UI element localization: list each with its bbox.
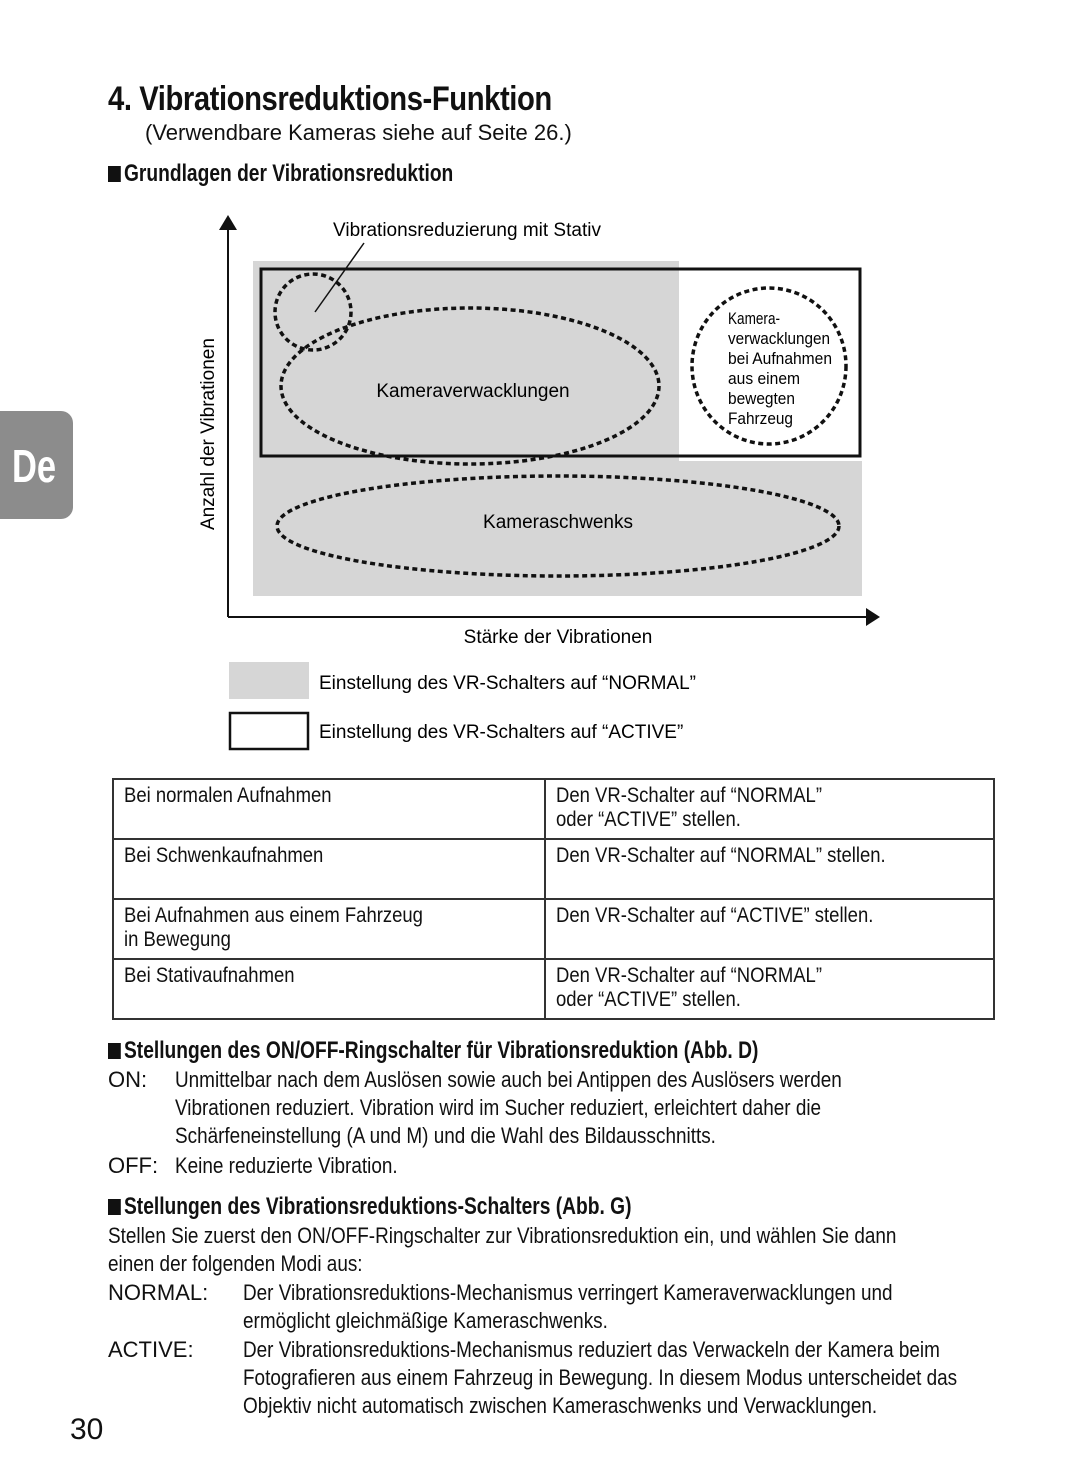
- table-row: [113, 779, 994, 839]
- legend-active-label: Einstellung des VR-Schalters auf “ACTIVE”: [319, 722, 684, 743]
- text-line: Objektiv nicht automatisch zwischen Kameraschwenks und Verwacklungen.: [243, 1393, 878, 1418]
- section-heading-vr-switch-text: Stellungen des Vibrationsreduktions-Schalters (Abb. G): [124, 1193, 632, 1220]
- callout-label: Vibrationsreduzierung mit Stativ: [333, 220, 601, 241]
- text-line: Stellen Sie zuerst den ON/OFF-Ringschalter zur Vibrationsreduktion ein, und wählen Sie dann: [108, 1223, 897, 1248]
- x-axis-arrow-icon: [866, 608, 880, 626]
- normal-region-left: [253, 261, 679, 596]
- table-cell-situation: Bei normalen Aufnahmen: [113, 779, 545, 839]
- y-axis-arrow-icon: [219, 215, 237, 230]
- off-description: Keine reduzierte Vibration.: [175, 1153, 398, 1178]
- page-title: 4. Vibrationsreduktions-Funktion: [108, 80, 552, 118]
- vehicle-line: aus einem: [728, 369, 800, 388]
- table-cell-setting: Den VR-Schalter auf “ACTIVE” stellen.: [545, 899, 994, 959]
- page-subtitle: (Verwendbare Kameras siehe auf Seite 26.): [145, 120, 572, 145]
- text-line: Fotografieren aus einem Fahrzeug in Bewegung. In diesem Modus unterscheidet das: [243, 1365, 958, 1390]
- section-heading-vr-switch: [108, 1193, 631, 1221]
- active-description: [243, 1336, 957, 1420]
- table-cell-situation: Bei Schwenkaufnahmen: [113, 839, 545, 899]
- legend-normal-swatch: [229, 662, 309, 699]
- y-axis-label: Anzahl der Vibrationen: [198, 338, 219, 530]
- vehicle-line: Kamera-: [728, 309, 780, 328]
- legend-normal-label: Einstellung des VR-Schalters auf “NORMAL”: [319, 673, 696, 694]
- camera-shake-label: Kameraverwacklungen: [376, 381, 570, 402]
- text-line: Schärfeneinstellung (A und M) und die Wahl des Bildausschnitts.: [175, 1123, 716, 1148]
- normal-region-bottom-right: [679, 461, 862, 596]
- table-cell-setting: Den VR-Schalter auf “NORMAL” oder “ACTIVE” stellen.: [545, 779, 994, 839]
- table-row: [113, 839, 994, 899]
- vehicle-line: bewegten: [728, 389, 795, 408]
- normal-term: NORMAL:: [108, 1280, 209, 1305]
- text-line: Vibrationen reduziert. Vibration wird im Sucher reduziert, erleichtert daher die: [175, 1095, 822, 1120]
- text-line: ermöglicht gleichmäßige Kameraschwenks.: [243, 1308, 608, 1333]
- section-heading-basics-text: Grundlagen der Vibrationsreduktion: [124, 160, 454, 187]
- square-bullet-icon: [108, 1043, 121, 1059]
- table-cell-setting: Den VR-Schalter auf “NORMAL” stellen.: [545, 839, 994, 899]
- square-bullet-icon: [108, 1199, 121, 1215]
- text-line: Unmittelbar nach dem Auslösen sowie auch bei Antippen des Auslösers werden: [175, 1067, 842, 1092]
- vehicle-line: bei Aufnahmen: [728, 349, 832, 368]
- table-cell-setting: Den VR-Schalter auf “NORMAL” oder “ACTIVE” stellen.: [545, 959, 994, 1019]
- vehicle-line: verwacklungen: [728, 329, 830, 348]
- on-description: [175, 1066, 842, 1150]
- on-term: ON:: [108, 1067, 148, 1092]
- legend-active-swatch: [230, 713, 308, 749]
- vehicle-shake-label: [728, 309, 832, 428]
- active-term: ACTIVE:: [108, 1337, 194, 1362]
- language-tab-label: De: [12, 440, 57, 492]
- page-number: 30: [70, 1413, 104, 1446]
- text-line: einen der folgenden Modi aus:: [108, 1251, 363, 1276]
- x-axis-label: Stärke der Vibrationen: [463, 627, 653, 648]
- normal-description: [243, 1279, 893, 1335]
- section-heading-ring-switch: [108, 1037, 758, 1065]
- text-line: Der Vibrationsreduktions-Mechanismus verringert Kameraverwacklungen und: [243, 1280, 893, 1305]
- section-heading-ring-switch-text: Stellungen des ON/OFF-Ringschalter für Vibrationsreduktion (Abb. D): [124, 1037, 759, 1064]
- panning-label: Kameraschwenks: [483, 512, 633, 533]
- vr-settings-table: [112, 778, 995, 1020]
- table-row: [113, 899, 994, 959]
- table-row: [113, 959, 994, 1019]
- table-cell-situation: Bei Stativaufnahmen: [113, 959, 545, 1019]
- text-line: Der Vibrationsreduktions-Mechanismus reduziert das Verwackeln der Kamera beim: [243, 1337, 940, 1362]
- table-cell-situation: Bei Aufnahmen aus einem Fahrzeug in Bewegung: [113, 899, 545, 959]
- vr-switch-intro: [108, 1222, 896, 1278]
- vehicle-line: Fahrzeug: [728, 409, 793, 428]
- off-term: OFF:: [108, 1153, 159, 1178]
